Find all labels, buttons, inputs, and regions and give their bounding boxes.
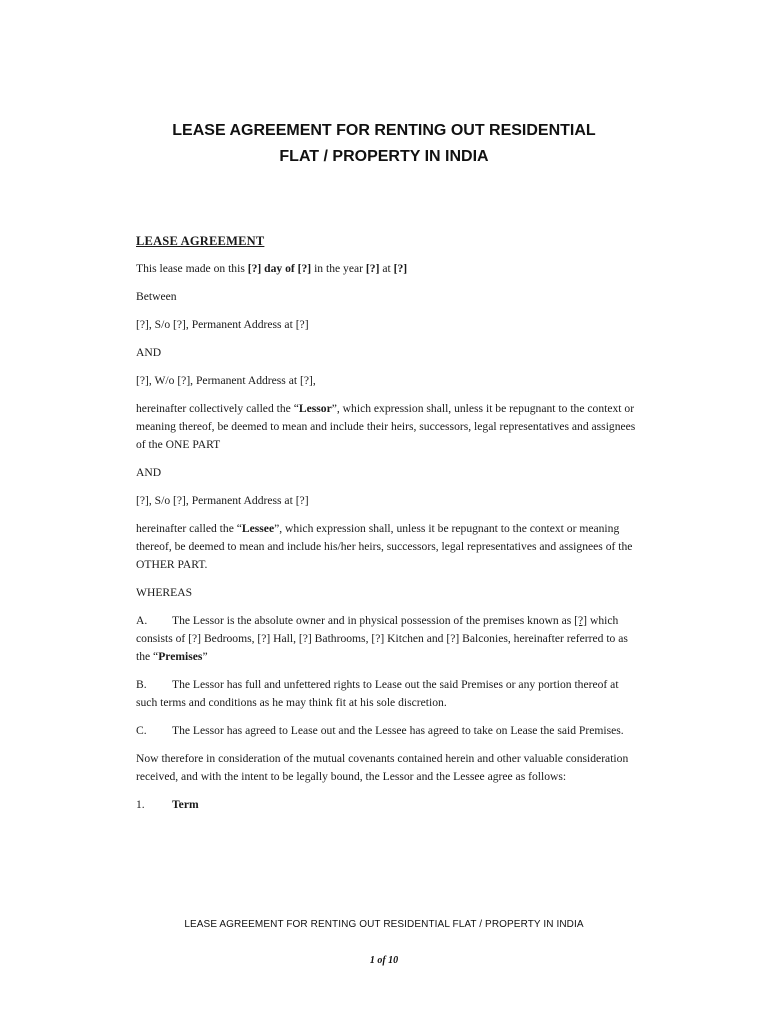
intro-paragraph [136, 260, 636, 278]
and-separator-1: AND [136, 346, 162, 359]
recital-a-text-1: The Lessor is the absolute owner and in physical possession of the premises known as [172, 614, 575, 627]
whereas-text: WHEREAS [136, 586, 193, 599]
lessee-text-1: hereinafter called the “ [136, 522, 242, 535]
recital-c-text: The Lessor has agreed to Lease out and the Lessee has agreed to take on Lease the said Premises. [172, 724, 624, 737]
recital-b [136, 676, 636, 712]
lessor-term: Lessor [298, 402, 332, 415]
recital-a-text-2: which consists of [?] Bedrooms, [?] Hall, [?] Bathrooms, [?] Kitchen and [?] Balconies, hereinafter referred to as the “ [136, 614, 628, 663]
recital-b-text: The Lessor has full and unfettered rights to Lease out the said Premises or any portion thereof at such terms and conditions as he may think fit at his sole discretion. [136, 678, 619, 709]
lessor-clause [136, 400, 636, 454]
item-1-heading: Term [172, 798, 199, 811]
and-separator-2: AND [136, 466, 162, 479]
lessee-clause [136, 520, 636, 574]
recital-a-text-3: ” [202, 650, 208, 663]
page-number: 1 of 10 [369, 955, 399, 966]
recital-c [136, 722, 636, 740]
recital-a [136, 612, 636, 666]
lessee-text-2: ”, which expression shall, unless it be repugnant to the context or meaning thereof, be deemed to mean and include his/her heirs, successors, legal representatives and assignees of the OTHER PART. [136, 522, 633, 571]
intro-date: [?] day of [?] [247, 262, 312, 275]
title-line-1: LEASE AGREEMENT FOR RENTING OUT RESIDENTIAL [172, 122, 596, 139]
recital-c-label: C. [136, 724, 147, 737]
intro-text-1: This lease made on this [136, 262, 248, 275]
intro-text-3: at [379, 262, 394, 275]
party-3: [?], S/o [?], Permanent Address at [?] [136, 494, 309, 507]
recital-b-label: B. [136, 678, 147, 691]
premises-term: Premises [158, 650, 203, 663]
title-line-2: FLAT / PROPERTY IN INDIA [279, 148, 489, 165]
recital-a-label: A. [136, 614, 148, 627]
document-title [0, 118, 768, 170]
item-1-number: 1. [136, 798, 145, 811]
between-text: Between [136, 290, 177, 303]
lessee-term: Lessee [241, 522, 275, 535]
intro-text-2: in the year [311, 262, 366, 275]
page-footer: LEASE AGREEMENT FOR RENTING OUT RESIDENTIAL FLAT / PROPERTY IN INDIA [184, 919, 584, 930]
now-therefore-paragraph: Now therefore in consideration of the mutual covenants contained herein and other valuable consideration received, and with the intent to be legally bound, the Lessor and the Lessee agree as follows: [136, 752, 629, 783]
lessor-text-1: hereinafter collectively called the “ [136, 402, 299, 415]
recital-a-premises-name: [?] [574, 614, 588, 627]
numbered-item-1 [136, 796, 636, 814]
intro-year: [?] [365, 262, 380, 275]
lessor-text-2: ”, which expression shall, unless it be repugnant to the context or meaning thereof, be deemed to mean and include their heirs, successors, legal representatives and assignees of the ONE PART [136, 402, 636, 451]
party-2: [?], W/o [?], Permanent Address at [?], [136, 374, 316, 387]
document-body [136, 232, 636, 824]
party-1: [?], S/o [?], Permanent Address at [?] [136, 318, 309, 331]
section-heading: LEASE AGREEMENT [136, 234, 265, 248]
intro-place: [?] [393, 262, 408, 275]
